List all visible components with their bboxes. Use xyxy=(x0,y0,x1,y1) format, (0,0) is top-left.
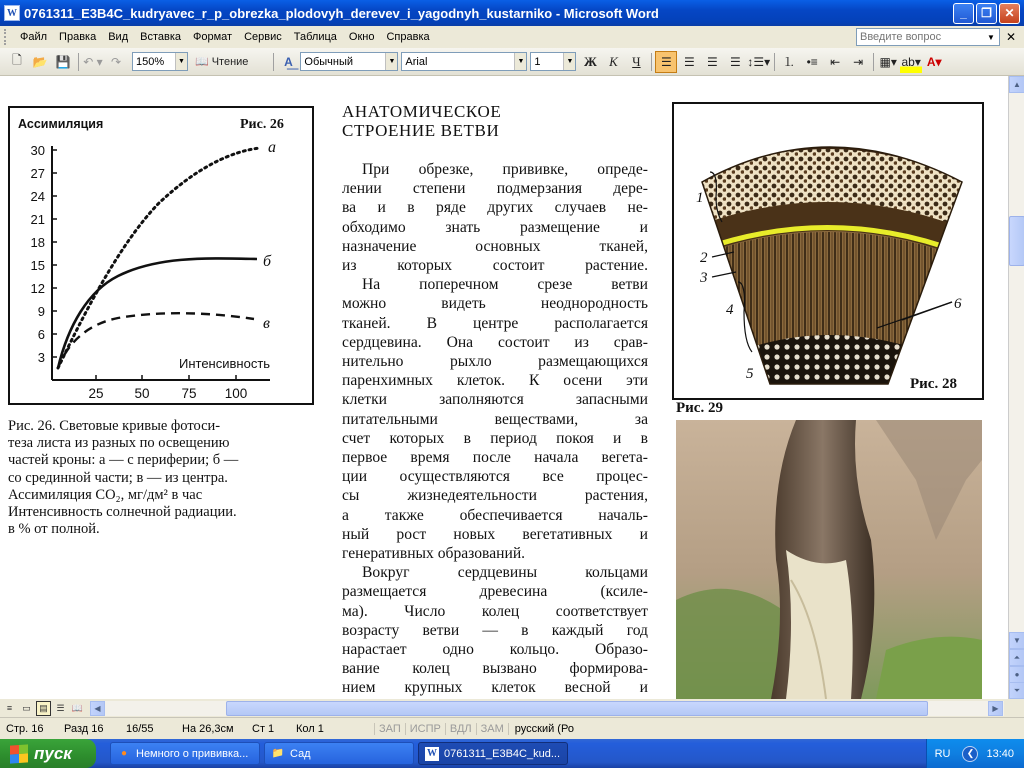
book-icon: 📖 xyxy=(195,56,209,68)
open-folder-icon[interactable]: 📂 xyxy=(32,54,48,69)
body-text xyxy=(342,160,648,698)
menu-grip[interactable] xyxy=(4,29,8,45)
status-ovr[interactable]: ЗАМ xyxy=(476,723,508,735)
y-tick-label: 30 xyxy=(30,143,45,158)
next-page-icon[interactable]: ⏷ xyxy=(1009,682,1024,699)
section-heading: АНАТОМИЧЕСКОЕ СТРОЕНИЕ ВЕТВИ xyxy=(342,102,502,140)
normal-view-icon[interactable]: ≡ xyxy=(6,703,13,713)
status-at: На 26,3см xyxy=(182,722,234,735)
clock[interactable]: 13:40 xyxy=(986,747,1014,760)
status-language: русский (Ро xyxy=(508,723,580,735)
y-tick-label: 21 xyxy=(30,212,45,227)
paragraph-3: Вокруг сердцевины кольцами размещается древесина (ксиле- ма). Число колец соответствует возрасту ветви — в каждый год нарастает одно кольцо. Образо- вание колец вызвано формирова- нием крупных клеток весной и xyxy=(342,564,648,697)
svg-text:6: 6 xyxy=(954,296,962,312)
close-document-icon[interactable]: ✕ xyxy=(1005,30,1017,44)
highlight-icon[interactable]: ab▾ xyxy=(900,51,922,73)
chevron-down-icon[interactable]: ▼ xyxy=(514,53,526,70)
save-icon[interactable]: 💾 xyxy=(55,54,71,69)
align-center-icon[interactable]: ☰ xyxy=(684,54,695,69)
close-button[interactable]: ✕ xyxy=(999,3,1020,24)
window-title: 0761311_E3B4C_kudryavec_r_p_obrezka_plodovyh_derevev_i_yagodnyh_kustarniko - Microsoft Word xyxy=(24,5,659,21)
scroll-right-icon[interactable]: ▶ xyxy=(988,701,1003,716)
start-button[interactable]: пуск xyxy=(0,739,96,768)
help-search-input[interactable] xyxy=(857,31,985,43)
figure-29-photo xyxy=(676,420,982,699)
redo-icon[interactable]: ↷ xyxy=(110,54,122,69)
svg-text:3: 3 xyxy=(700,270,708,286)
taskbar-item-folder[interactable]: 📁 Сад xyxy=(264,742,414,765)
previous-page-icon[interactable]: ⏶ xyxy=(1009,649,1024,666)
menu-edit[interactable]: Правка xyxy=(59,31,97,43)
paragraph-1: При обрезке, прививке, опреде- лении степени подмерзания дере- ва и в ряде других случаев не- обходимо знать размещение и назначение основных тканей, из которых состоит растение. xyxy=(342,161,648,275)
x-tick-label: 75 xyxy=(181,386,197,401)
title-bar xyxy=(0,0,1024,26)
scroll-left-icon[interactable]: ◀ xyxy=(90,701,105,716)
fig26-label: Рис. 26 xyxy=(240,117,284,132)
word-icon: W xyxy=(427,748,437,759)
line-spacing-icon[interactable]: ↕☰▾ xyxy=(747,54,771,69)
menu-insert[interactable]: Вставка xyxy=(140,31,182,43)
browse-object-icon[interactable]: ● xyxy=(1009,666,1024,683)
status-pages: 16/55 xyxy=(126,722,154,735)
y-tick-label: 15 xyxy=(30,258,45,273)
chevron-down-icon[interactable]: ▼ xyxy=(987,32,995,42)
fig26-ylabel: Ассимиляция xyxy=(18,117,104,131)
language-indicator[interactable]: RU xyxy=(934,747,951,760)
chevron-down-icon[interactable]: ▼ xyxy=(175,53,187,70)
bark-removed-area xyxy=(786,550,853,699)
reading-view-icon[interactable]: 📖 xyxy=(71,702,84,713)
fig26-xlabel: Интенсивность xyxy=(179,356,271,371)
zoom-select[interactable]: 150% ▼ xyxy=(132,52,188,71)
fig28-label: Рис. 28 xyxy=(910,376,957,392)
chevron-down-icon[interactable]: ▼ xyxy=(563,53,575,70)
bold-button[interactable]: Ж xyxy=(583,53,597,69)
scroll-up-icon[interactable]: ▲ xyxy=(1009,76,1024,93)
y-tick-label: 12 xyxy=(30,281,45,296)
menu-file[interactable]: Файл xyxy=(20,31,48,43)
read-mode-button[interactable]: 📖 Чтение xyxy=(195,55,249,68)
status-col: Кол 1 xyxy=(296,722,324,735)
increase-indent-icon[interactable]: ⇥ xyxy=(853,54,864,69)
x-tick-label: 25 xyxy=(88,386,104,401)
status-ext[interactable]: ВДЛ xyxy=(445,723,476,735)
series-label-c: в xyxy=(263,315,270,332)
decrease-indent-icon[interactable]: ⇤ xyxy=(830,54,841,69)
align-right-icon[interactable]: ☰ xyxy=(707,54,718,69)
y-tick-label: 3 xyxy=(37,350,45,365)
toolbar xyxy=(0,48,1024,76)
justify-icon[interactable]: ☰ xyxy=(730,54,741,69)
underline-button[interactable]: Ч xyxy=(632,53,641,69)
figure-26-chart xyxy=(8,106,314,406)
taskbar xyxy=(0,739,1024,768)
x-tick-label: 100 xyxy=(224,386,248,401)
status-section: Разд 16 xyxy=(64,722,104,735)
series-label-b: б xyxy=(263,253,272,270)
undo-icon[interactable]: ↶ ▾ xyxy=(83,54,103,69)
vertical-scroll-thumb[interactable] xyxy=(1009,216,1024,266)
menu-help[interactable]: Справка xyxy=(386,31,430,43)
word-app-icon[interactable]: W xyxy=(4,5,20,21)
x-tick-label: 50 xyxy=(134,386,150,401)
outline-view-icon[interactable]: ☰ xyxy=(56,702,65,713)
borders-icon[interactable]: ▦▾ xyxy=(879,54,897,69)
document-page[interactable] xyxy=(0,76,1008,699)
figure-28-cross-section xyxy=(672,102,984,400)
chevron-down-icon[interactable]: ▼ xyxy=(385,53,397,70)
menu-table[interactable]: Таблица xyxy=(293,31,337,43)
help-search[interactable] xyxy=(856,28,1000,46)
y-tick-label: 6 xyxy=(37,327,45,342)
minimize-button[interactable]: _ xyxy=(953,3,974,24)
web-view-icon[interactable]: ▭ xyxy=(22,702,31,713)
italic-button[interactable]: К xyxy=(609,53,618,69)
figure-26-caption: Рис. 26. Световые кривые фотоси- теза листа из разных по освещению частей кроны: а — с периферии; б — со срединной части; в — из центра. Ассимиляция CO₂, мг/дм² в час Интенсивность солнечной радиации. в % от полной. xyxy=(8,418,239,538)
y-tick-label: 24 xyxy=(30,189,45,204)
menu-view[interactable]: Вид xyxy=(108,31,129,43)
status-line: Ст 1 xyxy=(252,722,275,735)
align-left-icon[interactable]: ☰ xyxy=(655,51,677,73)
menu-tools[interactable]: Сервис xyxy=(244,31,282,43)
bullet-list-icon[interactable]: •≡ xyxy=(806,54,818,69)
system-tray xyxy=(926,739,1024,768)
svg-text:5: 5 xyxy=(746,366,754,382)
taskbar-item-firefox[interactable]: ● Немного о прививка... xyxy=(110,742,260,765)
svg-text:2: 2 xyxy=(700,250,708,266)
svg-text:1: 1 xyxy=(696,190,704,206)
scroll-down-icon[interactable]: ▼ xyxy=(1009,632,1024,649)
new-document-icon[interactable]: 🗋 xyxy=(12,53,22,67)
windows-logo-icon xyxy=(10,744,28,763)
firefox-icon: ● xyxy=(120,748,128,759)
font-select[interactable]: Arial ▼ xyxy=(401,52,527,71)
y-tick-label: 9 xyxy=(37,304,45,319)
styles-pane-icon[interactable]: A͟ xyxy=(284,54,293,69)
status-rec[interactable]: ЗАП xyxy=(374,723,405,735)
status-bar xyxy=(0,717,1024,739)
tray-arrow-icon[interactable]: ❮ xyxy=(962,746,978,762)
series-label-a: а xyxy=(268,139,276,156)
horizontal-bar xyxy=(0,699,1024,717)
menu-window[interactable]: Окно xyxy=(348,31,375,43)
paragraph-2: На поперечном срезе ветви можно видеть неоднородность тканей. В центре располагается сердцевина. Она состоит из срав- нительно рыхло размещающихся паренхимных клеток. К осени эти клетки заполняются запасными питательными веществами, за счет которых в период покоя и в первое время после начала вегета- ции осуществляются все процес- сы жизнедеятельности растения, а также обеспечивается началь- ный рост новых вегетативных и генеративных образований. xyxy=(342,276,648,563)
status-page: Стр. 16 xyxy=(6,722,44,735)
numbered-list-icon[interactable]: ⒈ xyxy=(783,55,796,69)
fig29-label: Рис. 29 xyxy=(676,400,723,416)
folder-icon: 📁 xyxy=(271,748,285,759)
status-trk[interactable]: ИСПР xyxy=(405,723,445,735)
y-tick-label: 18 xyxy=(30,235,45,250)
menu-format[interactable]: Формат xyxy=(193,31,233,43)
vertical-scrollbar[interactable] xyxy=(1008,76,1024,699)
menu-bar xyxy=(0,26,1024,48)
style-select[interactable]: Обычный ▼ xyxy=(300,52,398,71)
horizontal-scrollbar[interactable] xyxy=(90,701,1004,716)
svg-text:4: 4 xyxy=(726,302,734,318)
horizontal-scroll-thumb[interactable] xyxy=(226,701,928,716)
print-layout-icon[interactable]: ▤ xyxy=(36,701,51,716)
font-size-select[interactable]: 1 ▼ xyxy=(530,52,576,71)
taskbar-item-word[interactable]: W 0761311_E3B4C_kud... xyxy=(418,742,568,765)
y-tick-label: 27 xyxy=(30,166,45,181)
restore-button[interactable]: ❐ xyxy=(976,3,997,24)
font-color-icon[interactable]: A▾ xyxy=(926,54,942,69)
